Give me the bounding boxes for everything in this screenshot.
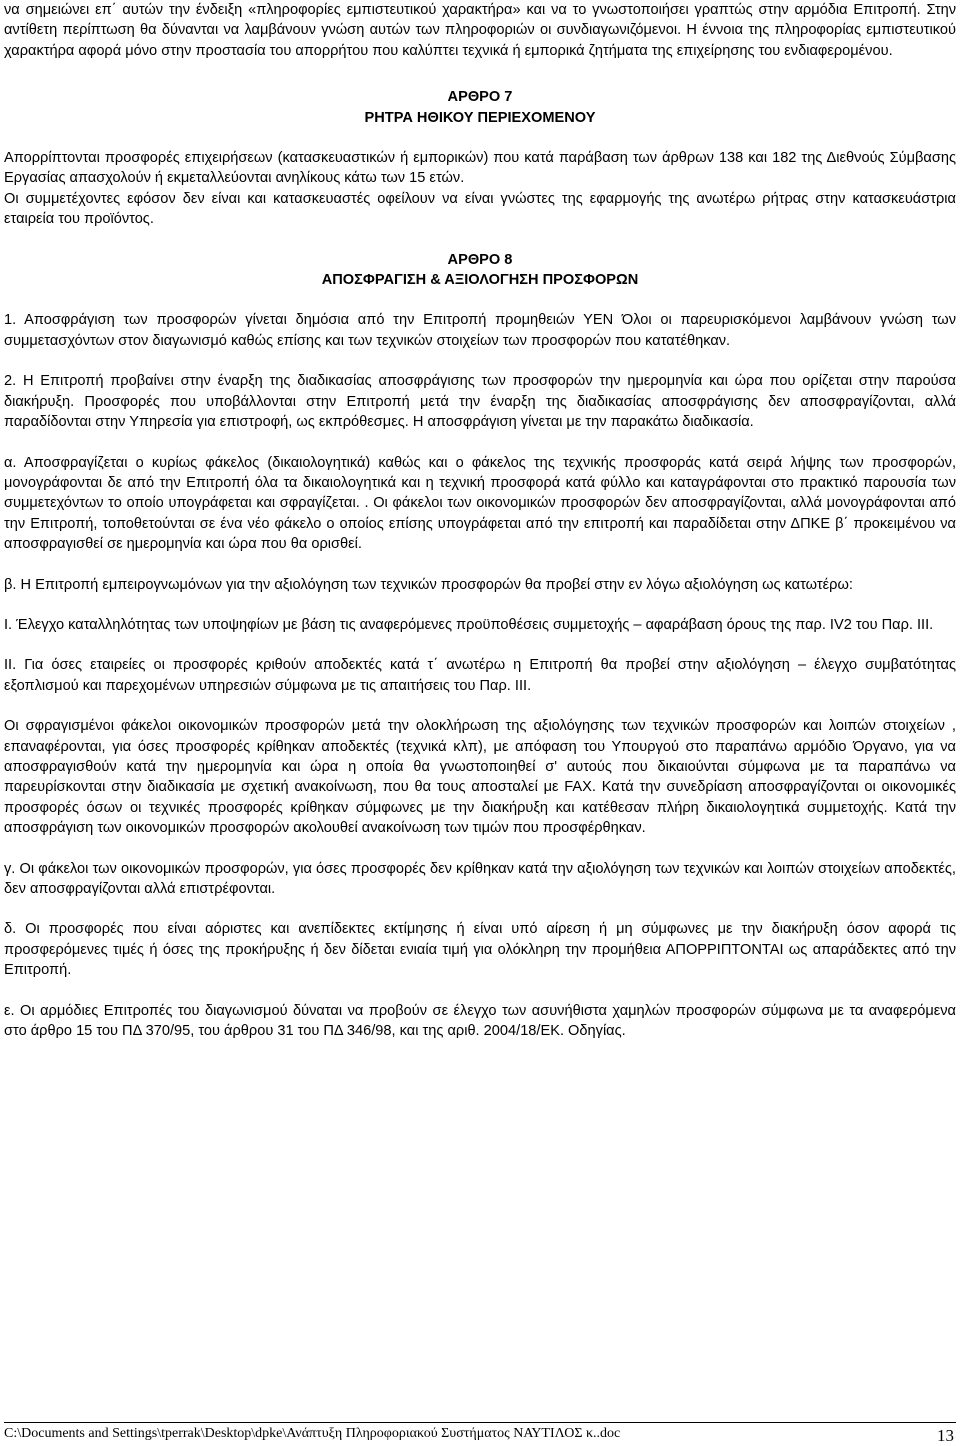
article-8-item-2: 2. Η Επιτροπή προβαίνει στην έναρξη της διαδικασίας αποσφράγισης των προσφορών την ημερομηνία και ώρα που ορίζεται στην παρούσα διακήρυξη. Προσφορές που υποβάλλονται στην Επιτροπή μετά την έναρξη της διαδικασίας αποσφράγισης δεν αποσφραγίζονται, αλλά παραδίδονται στην Υπηρεσία για επιστροφή, ως εκπρόθεσμες. Η αποσφράγιση γίνεται με την παρακάτω διαδικασία. <box>4 373 956 431</box>
article-8-item-1: 1. Αποσφράγιση των προσφορών γίνεται δημόσια από την Επιτροπή προμηθειών ΥΕΝ Όλοι οι παρευρισκόμενοι λαμβάνουν γνώση των συμμετασχόντων στον διαγωνισμό καθώς επίσης και των τεχνικών στοιχείων των προσφορών που κατατέθηκαν. <box>4 312 956 349</box>
article-8-item-e: ε. Οι αρμόδιες Επιτροπές του διαγωνισμού δύναται να προβούν σε έλεγχο των ασυνήθιστα χαμηλών προσφορών σύμφωνα με τα αναφερόμενα στο άρθρο 15 του ΠΔ 370/95, του άρθρου 31 του ΠΔ 346/98, και της αριθ. 2004/18/ΕΚ. Οδηγίας. <box>4 1002 956 1040</box>
article-8-item-d: δ. Οι προσφορές που είναι αόριστες και ανεπίδεκτες εκτίμησης ή είναι υπό αίρεση ή μη σύμφωνες με την διακήρυξη όσον αφορά τις προσφερόμενες τιμές ή όσες της προκήρυξης ή δεν δίδεται ενιαία τιμή για ολόκληρη την προμήθεια ΑΠΟΡΡΙΠΤΟΝΤΑΙ ως απαράδεκτες από την Επιτροπή. <box>4 921 956 979</box>
article-8-title: ΑΡΘΡΟ 8 <box>447 251 513 268</box>
document-body <box>4 0 956 1041</box>
footer-rule <box>4 1422 956 1423</box>
article-8-sealed-envelopes: Οι σφραγισμένοι φάκελοι οικονομικών προσφορών μετά την ολοκλήρωση της αξιολόγησης των τεχνικών προσφορών και λοιπών στοιχείων , επαναφέρονται, για όσες προσφορές κρίθηκαν αποδεκτές (τεχνικά κλπ), με απόφαση του Υπουργού στο παραπάνω αρμόδιο Όργανο, για να αποσφραγισθούν κατά την ημερομηνία και ώρα η οποία θα γνωστοποιηθεί σ' αυτούς που δικαιούνται σύμφωνα με τα παραπάνω να παρευρίσκονται στην διαδικασία με σχετική ανακοίνωση, που θα τους αποσταλεί με FAX. Κατά την συνεδρίαση αποσφραγίζονται οι οικονομικές προσφορές όσων οι τεχνικές προσφορές κρίθηκαν σύμφωνες με την διακήρυξη και κατέθεσαν πλήρη δικαιολογητικά συμμετοχής. Κατά την αποσφράγιση των οικονομικών προσφορών ακολουθεί ανακοίνωση των τιμών που προσφέρθηκαν. <box>4 718 956 837</box>
page-footer <box>4 1422 956 1446</box>
article-7-paragraph-2: Οι συμμετέχοντες εφόσον δεν είναι και κατασκευαστές οφείλουν να είναι γνώστες της εφαρμογής της ανωτέρω ρήτρας στην κατασκευάστρια εταιρεία του προϊόντος. <box>4 190 956 228</box>
paragraph-confidentiality: να σημειώνει επ΄ αυτών την ένδειξη «πληροφορίες εμπιστευτικού χαρακτήρα» και να το γνωστοποιήσει γραπτώς στην αρμόδια Επιτροπή. Στην αντίθετη περίπτωση θα δύνανται να λαμβάνουν γνώση αυτών των πληροφοριών οι συνδιαγωνιζόμενοι. Η έννοια της πληροφορίας εμπιστευτικού χαρακτήρα αφορά μόνο στην προστασία του απορρήτου που καλύπτει τεχνικά ή εμπορικά ζητήματα της επιχείρησης του ενδιαφερομένου. <box>4 2 956 59</box>
article-7-paragraph-1: Απορρίπτονται προσφορές επιχειρήσεων (κατασκευαστικών ή εμπορικών) που κατά παράβαση των άρθρων 138 και 182 της Διεθνούς Σύμβασης Εργασίας απασχολούν ή εκμεταλλεύονται ανηλίκους κάτω των 15 ετών. <box>4 150 956 187</box>
article-8-item-b-II: II. Για όσες εταιρείες οι προσφορές κριθούν αποδεκτές κατά τ΄ ανωτέρω η Επιτροπή θα προβεί στην αξιολόγηση – έλεγχο συμβατότητας εξοπλισμού και παρεχομένων υπηρεσιών σύμφωνα με τις απαιτήσεις του Παρ. III. <box>4 657 956 694</box>
article-8-item-b: β. Η Επιτροπή εμπειρογνωμόνων για την αξιολόγηση των τεχνικών προσφορών θα προβεί στην εν λόγω αξιολόγηση ως κατωτέρω: <box>4 576 853 593</box>
article-8-item-a: α. Αποσφραγίζεται ο κυρίως φάκελος (δικαιολογητικά) καθώς και ο φάκελος της τεχνικής προσφοράς κατά σειρά λήψης των προσφορών, μονογράφονται δε από την Επιτροπή όλα τα δικαιολογητικά και η τεχνική προσφορά κατά φύλλο και καταγράφονται στο πρακτικό παρουσία των συμμετεχόντων το οποίο υπογράφεται και σφραγίζεται. . Οι φάκελοι των οικονομικών προσφορών δεν αποσφραγίζονται, αλλά μονογράφονται από την Επιτροπή, τοποθετούνται σε ένα νέο φάκελο ο οποίος επίσης υπογράφεται από την επιτροπή και παραδίδεται στην ΔΠΚΕ β΄ προκειμένου να αποσφραγισθεί σε ημερομηνία και ώρα που θα ορισθεί. <box>4 454 956 553</box>
page-number: 13 <box>937 1426 954 1445</box>
article-8-subtitle: ΑΠΟΣΦΡΑΓΙΣΗ & ΑΞΙΟΛΟΓΗΣΗ ΠΡΟΣΦΟΡΩΝ <box>321 272 639 289</box>
article-8-item-c: γ. Οι φάκελοι των οικονομικών προσφορών, για όσες προσφορές δεν κρίθηκαν κατά την αξιολόγηση των τεχνικών και λοιπών στοιχείων αποδεκτές, δεν αποσφραγίζονται αλλά επιστρέφονται. <box>4 860 956 897</box>
footer-file-path: C:\Documents and Settings\tperrak\Desktop\dpke\Ανάπτυξη Πληροφοριακού Συστήματος ΝΑΥΤΙΛΟΣ κ..doc <box>4 1426 621 1441</box>
article-8-item-b-I: I. Έλεγχο καταλληλότητας των υποψηφίων με βάση τις αναφερόμενες προϋποθέσεις συμμετοχής – αφαράβαση όρους της παρ. IV2 του Παρ. III. <box>4 616 934 633</box>
article-7-subtitle: ΡΗΤΡΑ ΗΘΙΚΟΥ ΠΕΡΙΕΧΟΜΕΝΟΥ <box>364 109 596 126</box>
article-7-title: ΑΡΘΡΟ 7 <box>447 89 513 106</box>
